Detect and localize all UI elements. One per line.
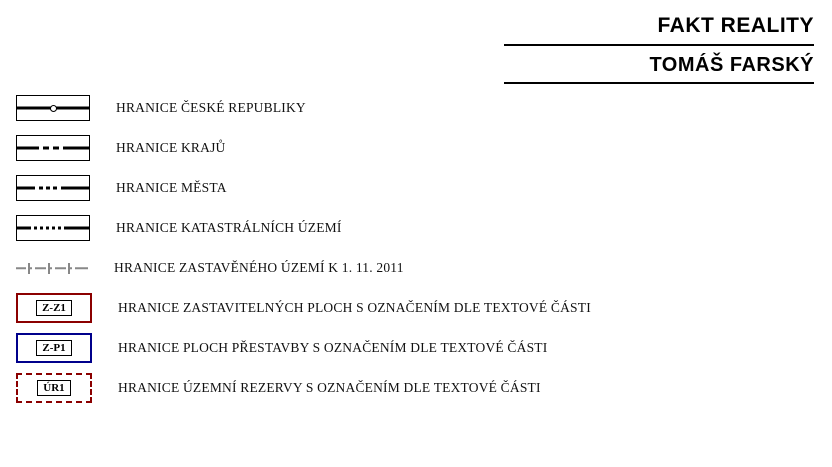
area-code-label: ÚR1 — [37, 380, 70, 396]
area-code-label: Z-Z1 — [36, 300, 72, 316]
legend-row — [16, 208, 806, 248]
legend-label: HRANICE MĚSTA — [116, 180, 227, 195]
legend-label: HRANICE ZASTAVĚNÉHO ÚZEMÍ K 1. 11. 2011 — [114, 260, 404, 275]
area-code-label: Z-P1 — [36, 340, 71, 356]
symbol-builtup-border — [16, 256, 88, 280]
line-grey-dash-dot — [16, 267, 88, 269]
legend-label: HRANICE ČESKÉ REPUBLIKY — [116, 100, 306, 115]
author-name: TOMÁŠ FARSKÝ — [649, 54, 814, 77]
symbol-redevelopment-area — [16, 333, 92, 363]
symbol-city-border — [16, 175, 90, 201]
header-divider-top — [504, 44, 814, 46]
symbol-territorial-reserve — [16, 373, 92, 403]
legend-row — [16, 168, 806, 208]
legend-row — [16, 368, 806, 408]
tick-mark-icon — [48, 263, 50, 274]
legend-row — [16, 128, 806, 168]
center-dot-icon — [50, 105, 57, 112]
legend-label: HRANICE PLOCH PŘESTAVBY S OZNAČENÍM DLE TEXTOVÉ ČÁSTI — [118, 340, 548, 355]
legend-label: HRANICE ZASTAVITELNÝCH PLOCH S OZNAČENÍM DLE TEXTOVÉ ČÁSTI — [118, 300, 591, 315]
legend-label: HRANICE KRAJŮ — [116, 140, 226, 155]
legend-row — [16, 88, 806, 128]
line-dash-dot-fine — [17, 227, 89, 230]
legend-label: HRANICE ÚZEMNÍ REZERVY S OZNAČENÍM DLE TEXTOVÉ ČÁSTI — [118, 380, 541, 395]
tick-mark-icon — [28, 263, 30, 274]
symbol-country-border — [16, 95, 90, 121]
legend-row — [16, 328, 806, 368]
legend-row — [16, 288, 806, 328]
symbol-developable-area — [16, 293, 92, 323]
legend-label: HRANICE KATASTRÁLNÍCH ÚZEMÍ — [116, 220, 342, 235]
symbol-cadastral-border — [16, 215, 90, 241]
symbol-region-border — [16, 135, 90, 161]
tick-mark-icon — [68, 263, 70, 274]
document-header — [504, 14, 814, 92]
line-dash-dot-dot — [17, 187, 89, 190]
company-title: FAKT REALITY — [657, 14, 814, 37]
legend-row — [16, 248, 806, 288]
line-dash-dot — [17, 147, 89, 150]
header-divider-bottom — [504, 82, 814, 84]
map-legend — [16, 88, 806, 408]
